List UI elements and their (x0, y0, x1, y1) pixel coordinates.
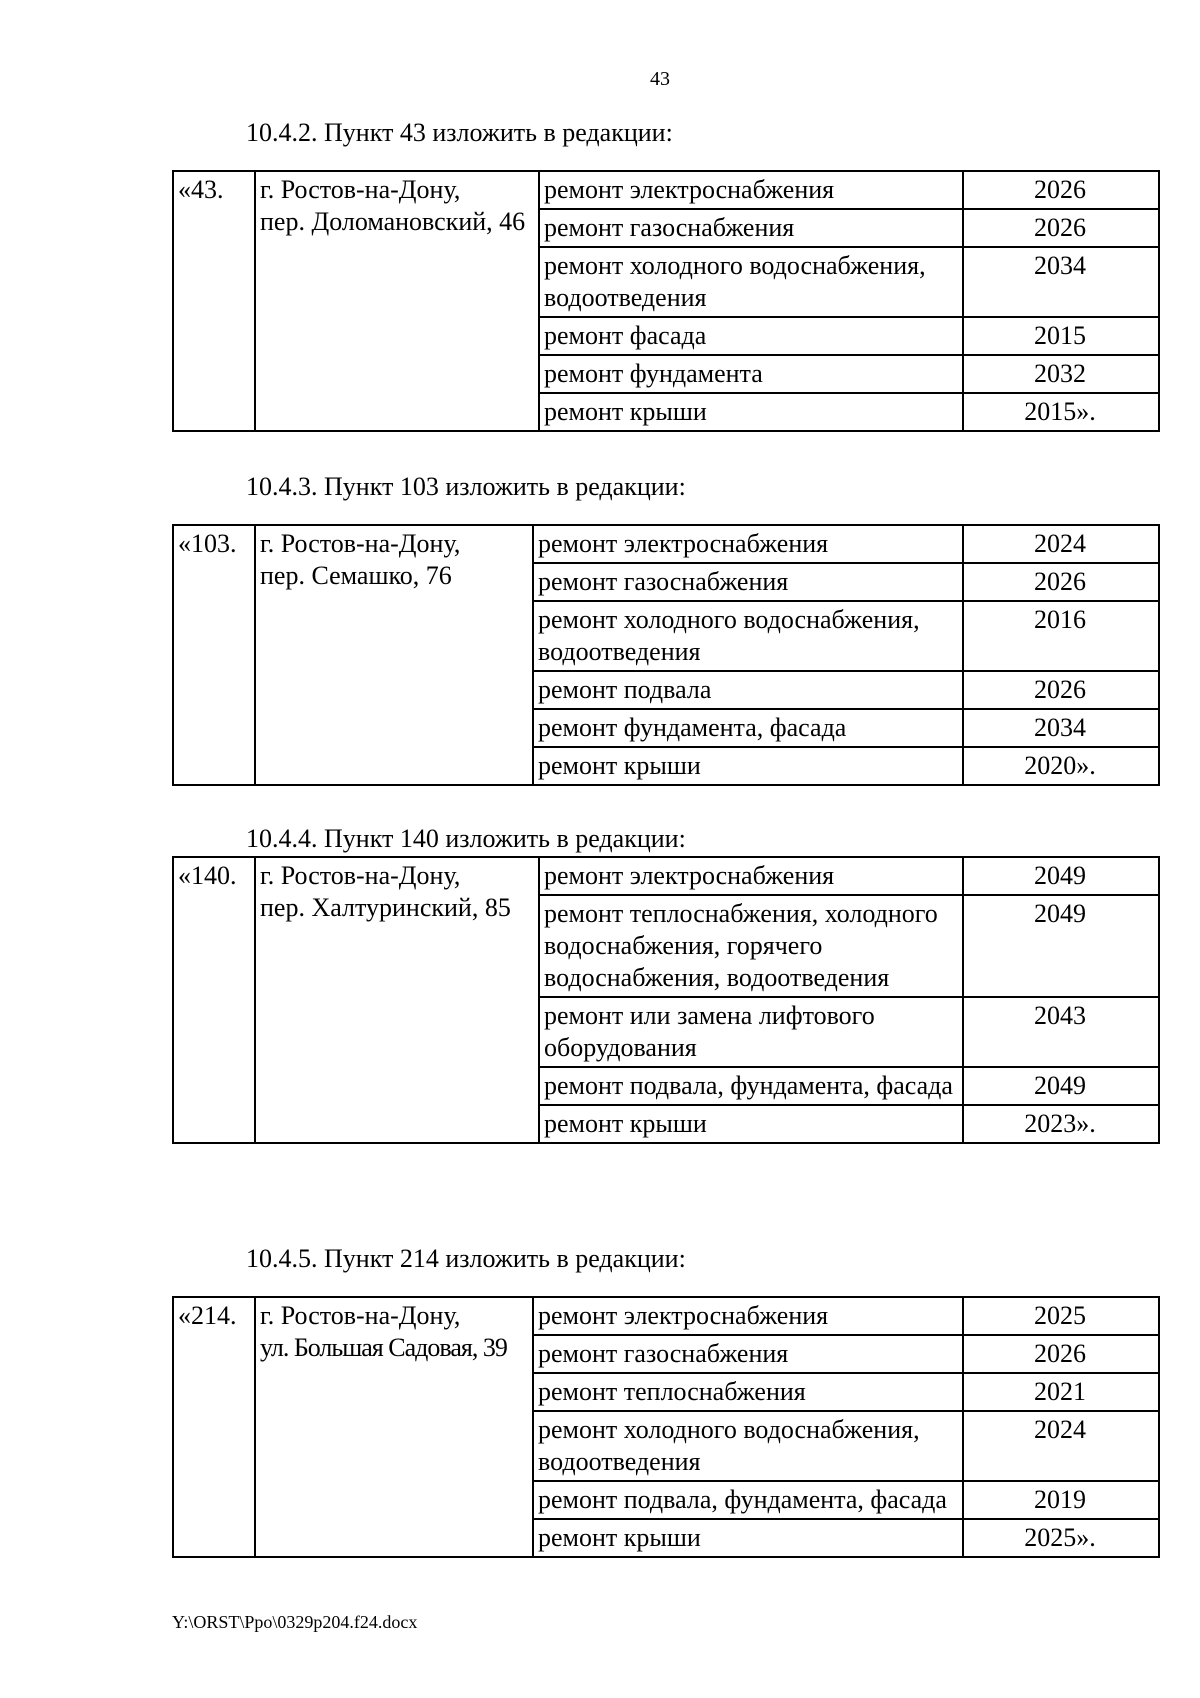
work-year: 2026 (963, 209, 1159, 247)
work-type: ремонт газоснабжения (539, 209, 963, 247)
work-type: ремонт электроснабжения (539, 171, 963, 209)
section-heading-10-4-5: 10.4.5. Пункт 214 изложить в редакции: (246, 1244, 686, 1273)
work-type: ремонт подвала, фундамента, фасада (539, 1067, 963, 1105)
work-year: 2025». (963, 1519, 1159, 1557)
address-cell (255, 857, 539, 1143)
file-path-footer: Y:\ORST\Ppo\0329p204.f24.docx (172, 1612, 418, 1632)
work-type: ремонт электроснабжения (539, 857, 963, 895)
work-year: 2026 (963, 563, 1159, 601)
item-number: «103. (173, 525, 255, 785)
table-item-103 (172, 524, 1160, 786)
work-year: 2021 (963, 1373, 1159, 1411)
work-type: ремонт теплоснабжения (533, 1373, 963, 1411)
address-city: г. Ростов-на-Дону, (260, 1301, 461, 1330)
table-row (173, 857, 1159, 895)
work-year: 2025 (963, 1297, 1159, 1335)
work-year: 2023». (963, 1105, 1159, 1143)
address-cell (255, 1297, 533, 1557)
work-type: ремонт холодного водоснабжения, водоотведения (533, 1411, 963, 1481)
work-type: ремонт теплоснабжения, холодного водоснабжения, горячего водоснабжения, водоотведения (539, 895, 963, 997)
address-city: г. Ростов-на-Дону, (260, 529, 461, 558)
work-year: 2020». (963, 747, 1159, 785)
address-street: пер. Халтуринский, 85 (260, 893, 511, 922)
work-year: 2043 (963, 997, 1159, 1067)
work-year: 2019 (963, 1481, 1159, 1519)
work-type: ремонт газоснабжения (533, 563, 963, 601)
address-cell (255, 525, 533, 785)
work-type: ремонт электроснабжения (533, 1297, 963, 1335)
work-type: ремонт крыши (539, 393, 963, 431)
work-year: 2024 (963, 525, 1159, 563)
work-type: ремонт холодного водоснабжения, водоотведения (539, 247, 963, 317)
page-number: 43 (650, 68, 670, 90)
work-type: ремонт подвала (533, 671, 963, 709)
work-type: ремонт крыши (533, 1519, 963, 1557)
work-type: ремонт газоснабжения (533, 1335, 963, 1373)
work-year: 2026 (963, 671, 1159, 709)
work-year: 2015». (963, 393, 1159, 431)
work-year: 2024 (963, 1411, 1159, 1481)
work-type: ремонт фундамента, фасада (533, 709, 963, 747)
work-year: 2034 (963, 247, 1159, 317)
item-number: «140. (173, 857, 255, 1143)
table-row (173, 1297, 1159, 1335)
section-heading-10-4-2: 10.4.2. Пункт 43 изложить в редакции: (246, 118, 673, 147)
address-street: ул. Большая Садовая, 39 (260, 1333, 507, 1362)
address-street: пер. Доломановский, 46 (260, 207, 526, 236)
table-item-214 (172, 1296, 1160, 1558)
table-row (173, 525, 1159, 563)
work-year: 2049 (963, 1067, 1159, 1105)
work-year: 2032 (963, 355, 1159, 393)
table-item-140 (172, 856, 1160, 1144)
work-type: ремонт фасада (539, 317, 963, 355)
work-year: 2026 (963, 1335, 1159, 1373)
work-type: ремонт фундамента (539, 355, 963, 393)
work-year: 2026 (963, 171, 1159, 209)
table-row (173, 171, 1159, 209)
work-type: ремонт или замена лифтового оборудования (539, 997, 963, 1067)
work-type: ремонт подвала, фундамента, фасада (533, 1481, 963, 1519)
work-year: 2034 (963, 709, 1159, 747)
table-item-43 (172, 170, 1160, 432)
work-year: 2016 (963, 601, 1159, 671)
work-year: 2049 (963, 857, 1159, 895)
work-type: ремонт холодного водоснабжения, водоотведения (533, 601, 963, 671)
work-year: 2049 (963, 895, 1159, 997)
work-type: ремонт крыши (533, 747, 963, 785)
address-city: г. Ростов-на-Дону, (260, 861, 461, 890)
item-number: «214. (173, 1297, 255, 1557)
address-city: г. Ростов-на-Дону, (260, 175, 461, 204)
work-type: ремонт электроснабжения (533, 525, 963, 563)
section-heading-10-4-4: 10.4.4. Пункт 140 изложить в редакции: (246, 824, 686, 853)
work-year: 2015 (963, 317, 1159, 355)
section-heading-10-4-3: 10.4.3. Пункт 103 изложить в редакции: (246, 472, 686, 501)
address-street: пер. Семашко, 76 (260, 561, 452, 590)
address-cell (255, 171, 539, 431)
item-number: «43. (173, 171, 255, 431)
work-type: ремонт крыши (539, 1105, 963, 1143)
